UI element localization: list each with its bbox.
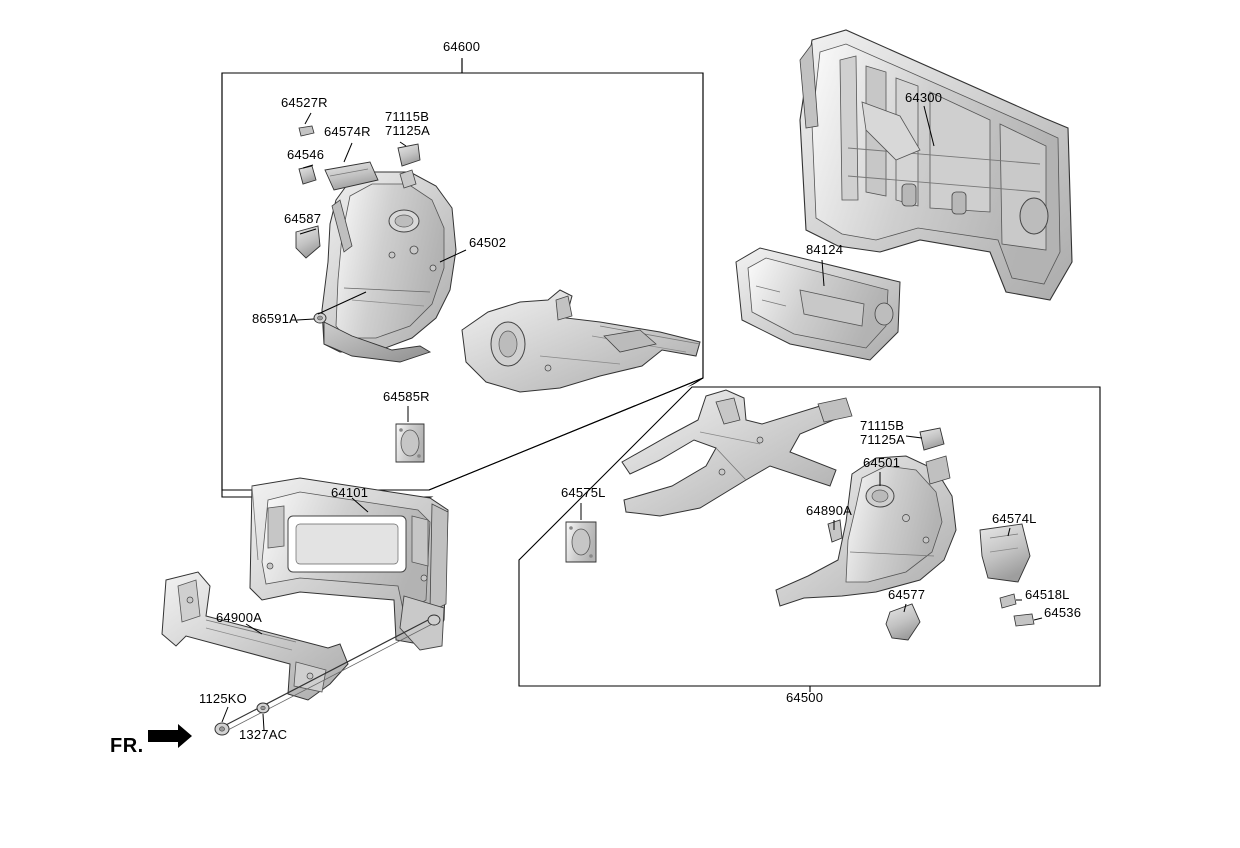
- label-part-64574R: 64574R: [324, 124, 371, 139]
- part-art-64527R: [299, 126, 314, 136]
- label-part-71115B-upper: 71115B: [385, 109, 430, 124]
- label-part-64574L: 64574L: [992, 511, 1037, 526]
- label-part-1125KO: 1125KO: [199, 691, 247, 706]
- part-art-71115B-lower: [920, 428, 944, 450]
- part-art-64585R: [396, 424, 424, 462]
- label-part-64518L: 64518L: [1025, 587, 1070, 602]
- label-part-64577: 64577: [888, 587, 926, 602]
- label-part-64546: 64546: [287, 147, 325, 162]
- front-direction-label: FR.: [110, 735, 144, 757]
- front-direction-arrow: [148, 724, 192, 748]
- part-art-64536: [1014, 614, 1034, 626]
- part-art-64546: [299, 166, 316, 184]
- part-art-64890A: [828, 520, 842, 542]
- part-art-64300: [800, 30, 1072, 300]
- part-art-64518L: [1000, 594, 1016, 608]
- part-art-64501: [776, 456, 956, 606]
- part-art-64574L: [980, 524, 1030, 582]
- part-art-64101: [250, 478, 448, 650]
- label-part-84124: 84124: [806, 242, 844, 257]
- part-art-84124: [736, 248, 900, 360]
- label-group-64500: 64500: [786, 690, 824, 705]
- part-art-64575L: [566, 522, 596, 562]
- label-part-64501: 64501: [863, 455, 901, 470]
- label-group-64600: 64600: [443, 39, 481, 54]
- label-part-64502: 64502: [469, 235, 507, 250]
- part-art-64502: [322, 172, 456, 362]
- part-art-64587: [296, 226, 320, 258]
- label-part-64900A: 64900A: [216, 610, 263, 625]
- label-part-64890A: 64890A: [806, 503, 853, 518]
- label-part-64300: 64300: [905, 90, 943, 105]
- label-part-1327AC: 1327AC: [239, 727, 288, 742]
- part-art-side-member-64600: [462, 290, 700, 392]
- label-part-71115B-lower: 71115B: [860, 418, 905, 433]
- label-part-64587: 64587: [284, 211, 322, 226]
- label-part-86591A: 86591A: [252, 311, 299, 326]
- label-part-64585R: 64585R: [383, 389, 430, 404]
- label-part-64527R: 64527R: [281, 95, 328, 110]
- label-part-64536: 64536: [1044, 605, 1082, 620]
- label-part-64101: 64101: [331, 485, 369, 500]
- part-art-86591A: [314, 313, 326, 323]
- label-part-64575L: 64575L: [561, 485, 606, 500]
- label-part-71125A-upper: 71125A: [385, 123, 431, 138]
- part-art-64577: [886, 604, 920, 640]
- label-part-71125A-lower: 71125A: [860, 432, 906, 447]
